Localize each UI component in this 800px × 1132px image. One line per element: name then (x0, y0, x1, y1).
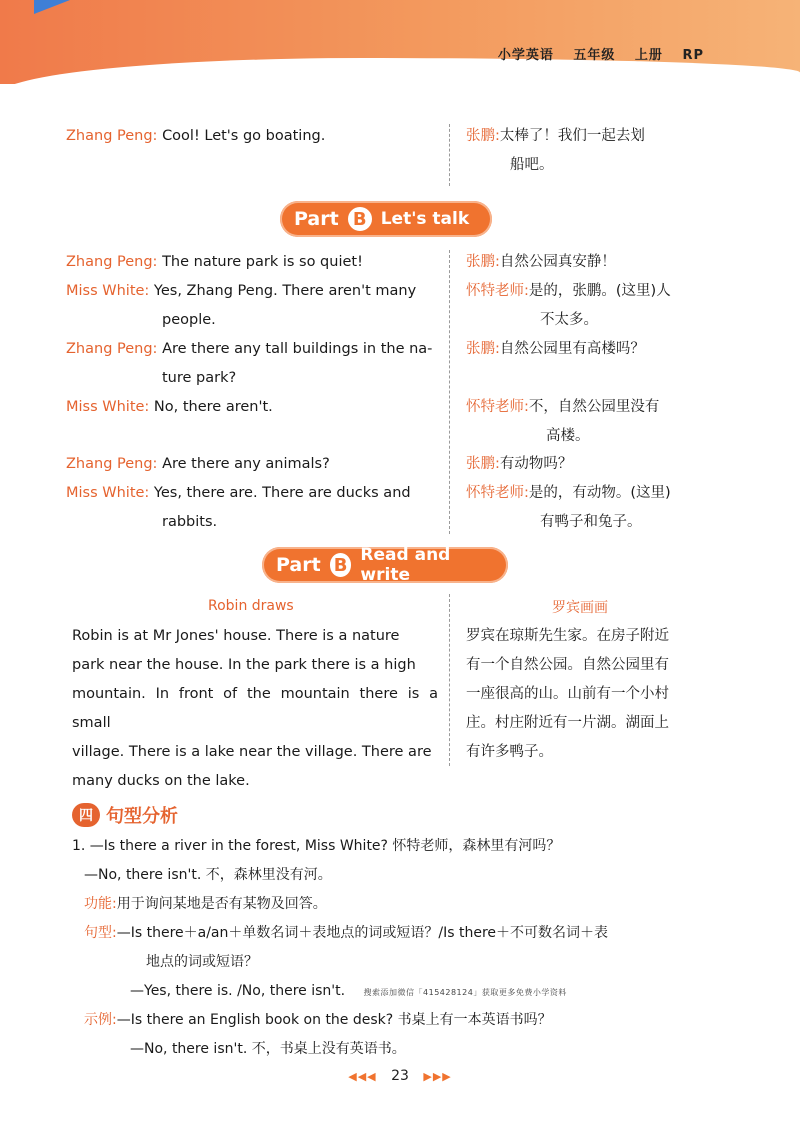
analysis-example (84, 1006, 552, 1035)
page-footer (0, 1068, 800, 1084)
dialog-text-cont: 船吧。 (510, 157, 554, 173)
passage-line: 有一个自然公园。自然公园里有 (466, 657, 669, 673)
column-divider-top (449, 124, 450, 186)
passage-line: park near the house. In the park there is a high (72, 657, 416, 673)
dialog-text-cont: 不太多。 (540, 312, 598, 328)
read-passage-zh (466, 622, 706, 767)
dialog-text: Yes, there are. There are ducks and (153, 485, 411, 501)
speaker: 张鹏: (466, 254, 500, 270)
passage-line: 一座很高的山。山前有一个小村 (466, 686, 669, 702)
header-subject: 小学英语 (497, 48, 554, 63)
example-question: —Is there an English book on the desk? 书桌上有一本英语书吗？ (116, 1012, 552, 1028)
pattern-answer: —Yes, there is. /No, there isn't. (130, 983, 346, 999)
talk-line-5-zh (466, 450, 706, 479)
example-label: 示例: (84, 1012, 117, 1028)
speaker: 怀特老师: (466, 399, 529, 415)
speaker: Miss White: (66, 283, 150, 299)
dialog-text: Cool! Let's go boating. (162, 128, 326, 144)
column-divider-talk (449, 250, 450, 534)
dialog-text-cont: 高楼。 (546, 428, 590, 444)
talk-line-3-zh (466, 335, 706, 364)
header-grade: 五年级 (573, 48, 616, 63)
speaker: 张鹏: (466, 456, 500, 472)
passage-line: 庄。村庄附近有一片湖。湖面上 (466, 715, 669, 731)
header-edition: RP (682, 48, 704, 63)
right-arrows-icon: ▶▶▶ (423, 1070, 452, 1083)
pattern-label: 句型: (84, 925, 117, 941)
analysis-function (84, 890, 327, 919)
talk-line-6-en (66, 479, 440, 537)
dialog-text: 自然公园真安静！ (499, 254, 616, 270)
passage-line: 罗宾在琼斯先生家。在房子附近 (466, 628, 669, 644)
read-title-en: Robin draws (208, 598, 294, 614)
function-label: 功能: (84, 896, 117, 912)
talk-line-1-zh (466, 248, 706, 277)
speaker: 张鹏: (466, 341, 500, 357)
dialog-text: 是的，张鹏。(这里)人 (528, 283, 671, 299)
talk-line-3-en (66, 335, 440, 393)
speaker: Zhang Peng: (66, 341, 158, 357)
speaker: 怀特老师: (466, 283, 529, 299)
analysis-question: 1. —Is there a river in the forest, Miss White? 怀特老师，森林里有河吗？ (72, 838, 561, 854)
passage-line: many ducks on the lake. (72, 773, 250, 789)
section-title: 句型分析 (106, 806, 178, 827)
dialog-text: Yes, Zhang Peng. There aren't many (153, 283, 417, 299)
dialog-text: No, there aren't. (153, 399, 273, 415)
analysis-pattern (84, 919, 724, 977)
talk-line-1-en (66, 248, 440, 277)
talk-line-2-en (66, 277, 440, 335)
part-letter: B (327, 550, 355, 580)
talk-line-5-en (66, 450, 440, 479)
analysis-example-answer: —No, there isn't. 不，书桌上没有英语书。 (130, 1041, 406, 1057)
part-name: Read and write (360, 545, 451, 585)
dialog-text-cont: 有鸭子和兔子。 (540, 514, 642, 530)
section-number-icon: 四 (72, 803, 100, 827)
speaker: Miss White: (66, 485, 150, 501)
dialog-text: 不，自然公园里没有 (528, 399, 660, 415)
dialog-line-top-zh (466, 122, 706, 180)
pattern-line-2: 地点的词或短语？ (146, 954, 258, 970)
passage-line: Robin is at Mr Jones' house. There is a nature (72, 628, 400, 644)
speaker: Miss White: (66, 399, 150, 415)
speaker: 张鹏: (466, 128, 500, 144)
speaker: Zhang Peng: (66, 456, 158, 472)
dialog-text-cont: rabbits. (162, 514, 218, 530)
passage-line: 有许多鸭子。 (466, 744, 553, 760)
passage-line: village. There is a lake near the village. There are (72, 744, 432, 760)
dialog-text: Are there any animals? (162, 456, 330, 472)
dialog-text: 太棒了！我们一起去划 (499, 128, 645, 144)
pattern-line-1: —Is there＋a/an＋单数名词＋表地点的词或短语？/Is there＋不可数名词＋表 (116, 925, 609, 941)
analysis-pattern-answer (130, 977, 567, 1007)
part-badge-read-and-write (262, 547, 508, 583)
dialog-text-cont: ture park? (162, 370, 237, 386)
passage-line: mountain. In front of the mountain there is a small (72, 686, 438, 731)
read-passage-en (72, 622, 438, 796)
dialog-text: 自然公园里有高楼吗？ (499, 341, 645, 357)
left-arrows-icon: ◀◀◀ (348, 1070, 377, 1083)
dialog-line-top-en (66, 122, 440, 151)
dialog-text: 有动物吗？ (499, 456, 573, 472)
dialog-text: 是的，有动物。(这里) (528, 485, 671, 501)
part-letter: B (345, 204, 375, 234)
talk-line-6-zh (466, 479, 706, 537)
function-text: 用于询问某地是否有某物及回答。 (116, 896, 327, 912)
talk-line-2-zh (466, 277, 706, 335)
part-name: Let's talk (380, 209, 470, 229)
header-volume: 上册 (634, 48, 663, 63)
part-word: Part (276, 554, 321, 576)
speaker: Zhang Peng: (66, 254, 158, 270)
flag-icon (34, 0, 70, 14)
speaker: 怀特老师: (466, 485, 529, 501)
read-title-zh: 罗宾画画 (552, 600, 608, 616)
dialog-text: The nature park is so quiet! (162, 254, 363, 270)
part-word: Part (294, 208, 339, 230)
wechat-note: 搜索添加微信「415428124」获取更多免费小学资料 (363, 988, 567, 997)
dialog-text: Are there any tall buildings in the na- (162, 341, 433, 357)
talk-line-4-en (66, 393, 440, 422)
section-heading (72, 802, 178, 828)
header-info (484, 44, 704, 63)
analysis-answer: —No, there isn't. 不，森林里没有河。 (84, 867, 332, 883)
part-badge-lets-talk (280, 201, 492, 237)
page-number: 23 (391, 1068, 409, 1084)
column-divider-read (449, 594, 450, 766)
talk-line-4-zh (466, 393, 706, 451)
dialog-text-cont: people. (162, 312, 216, 328)
speaker: Zhang Peng: (66, 128, 158, 144)
